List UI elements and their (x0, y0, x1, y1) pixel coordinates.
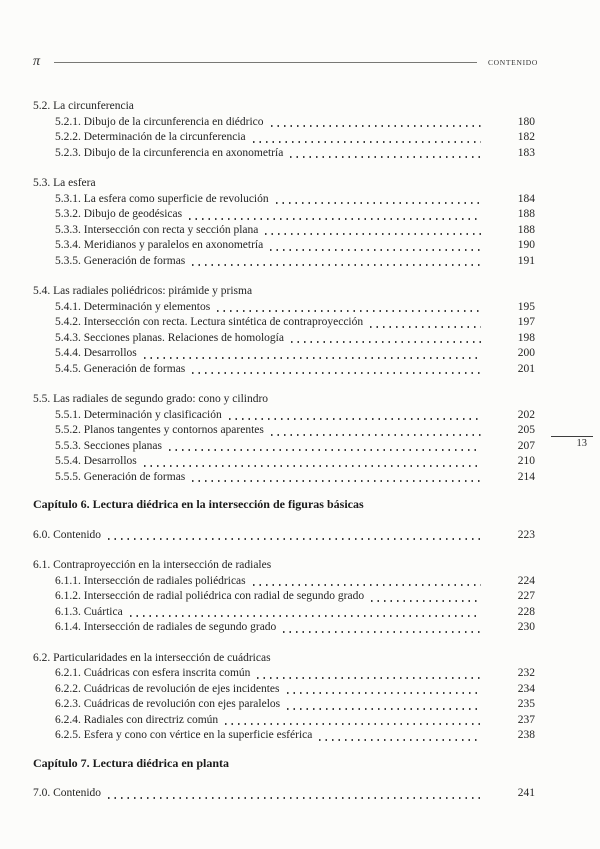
toc-entry-block (33, 786, 535, 802)
toc-entry-label: 5.2.3. Dibujo de la circunferencia en axonometría (55, 146, 284, 159)
toc-entry-page: 182 (517, 131, 535, 143)
toc-entry-page: 195 (517, 300, 535, 313)
toc-entry (33, 331, 535, 347)
toc-entry (33, 470, 535, 486)
section-block (33, 176, 535, 269)
toc-entry (33, 439, 535, 455)
toc-entry-page: 184 (517, 192, 535, 205)
dot-leader (287, 708, 481, 710)
dot-leader (253, 584, 481, 586)
toc-entry (33, 574, 535, 590)
dot-leader (271, 125, 481, 127)
toc-entry-label: 5.3.5. Generación de formas (55, 254, 186, 267)
toc-entry-label: 6.1.1. Intersección de radiales poliédricas (55, 574, 246, 587)
toc-entry-label: 5.4.4. Desarrollos (55, 347, 137, 359)
section-items (33, 408, 535, 486)
toc-entry (33, 605, 535, 621)
toc-entry (33, 682, 535, 698)
toc-entry-page: 238 (517, 729, 535, 741)
dot-leader (108, 797, 481, 799)
dot-leader (225, 723, 481, 725)
section-items (33, 666, 535, 744)
dot-leader (276, 202, 481, 204)
toc-entry (33, 346, 535, 362)
toc-entry-page: 227 (517, 590, 535, 602)
running-header (33, 54, 538, 70)
dot-leader (253, 141, 481, 143)
dot-leader (265, 233, 481, 235)
toc-entry-page: 210 (517, 455, 535, 467)
toc-entry (33, 223, 535, 239)
dot-leader (130, 615, 481, 617)
toc-entry-page: 190 (517, 239, 535, 251)
toc-entry-label: 5.2.2. Determinación de la circunferencia (55, 131, 246, 143)
toc-entry-label: 5.5.3. Secciones planas (55, 439, 162, 452)
toc-entry-label: 6.2.4. Radiales con directriz común (55, 713, 219, 726)
section-heading: 5.5. Las radiales de segundo grado: cono y cilindro (33, 393, 269, 405)
toc-entry-page: 237 (517, 713, 535, 726)
toc-entry (33, 728, 535, 744)
dot-leader (371, 600, 481, 602)
toc-entry-label: 6.2.5. Esfera y cono con vértice en la superficie esférica (55, 729, 313, 741)
chapter-block (33, 497, 535, 513)
chapter-block (33, 756, 535, 772)
toc-entry (33, 408, 535, 424)
toc-entry-page: 188 (517, 208, 535, 220)
toc-entry-page: 234 (517, 682, 535, 695)
toc-entry-label: 5.3.2. Dibujo de geodésicas (55, 208, 183, 220)
toc-entry (33, 315, 535, 331)
dot-leader (144, 465, 481, 467)
toc-entry-label: 5.2.1. Dibujo de la circunferencia en diédrico (55, 115, 264, 128)
toc-entry-label: 6.2.1. Cuádricas con esfera inscrita común (55, 667, 251, 679)
toc-entry (33, 528, 535, 544)
section-items (33, 192, 535, 270)
dot-leader (229, 418, 481, 420)
toc-entry-page: 232 (517, 667, 535, 679)
toc-entry-label: 5.3.1. La esfera como superficie de revolución (55, 192, 269, 205)
dot-leader (144, 357, 481, 359)
section-heading: 6.1. Contraproyección en la intersección de radiales (33, 559, 272, 571)
section-block (33, 284, 535, 377)
toc-entry-label: 5.5.2. Planos tangentes y contornos aparentes (55, 424, 264, 436)
toc-entry-label: 5.4.1. Determinación y elementos (55, 300, 211, 313)
page-number-label: 13 (576, 438, 587, 449)
toc-entry (33, 146, 535, 162)
toc-entry-page: 201 (517, 362, 535, 375)
toc-entry (33, 713, 535, 729)
dot-leader (192, 372, 481, 374)
toc-entry-page: 200 (517, 347, 535, 359)
toc-entry-page: 235 (517, 698, 535, 710)
dot-leader (169, 449, 481, 451)
toc-entry-label: 6.1.2. Intersección de radial poliédrica con radial de segundo grado (55, 590, 365, 602)
section-heading: 5.3. La esfera (33, 177, 96, 189)
toc-entry (33, 254, 535, 270)
toc-entry-label: 5.4.5. Generación de formas (55, 362, 186, 375)
chapter-heading: Capítulo 7. Lectura diédrica en planta (33, 755, 230, 770)
toc-entry-label: 6.1.4. Intersección de radiales de segundo grado (55, 621, 277, 633)
dot-leader (192, 264, 481, 266)
toc-entry (33, 423, 535, 439)
dot-leader (189, 218, 481, 220)
pi-logo: π (33, 54, 41, 69)
dot-leader (319, 739, 481, 741)
toc-entry-page: 205 (517, 424, 535, 436)
section-block (33, 651, 535, 744)
toc-entry-block (33, 528, 535, 544)
toc-entry-label: 6.2.3. Cuádricas de revolución con ejes paralelos (55, 698, 281, 710)
toc-entry-page: 183 (517, 146, 535, 159)
toc-entry-page: 241 (517, 787, 535, 799)
section-items (33, 115, 535, 162)
section-block (33, 99, 535, 161)
dot-leader (370, 326, 481, 328)
toc-entry (33, 207, 535, 223)
dot-leader (271, 434, 481, 436)
dot-leader (290, 156, 481, 158)
toc-entry-label: 5.3.3. Intersección con recta y sección plana (55, 223, 259, 236)
section-heading: 5.2. La circunferencia (33, 100, 134, 112)
dot-leader (257, 677, 481, 679)
dot-leader (291, 341, 481, 343)
toc-entry (33, 589, 535, 605)
table-of-contents (33, 99, 535, 802)
toc-entry-page: 188 (517, 223, 535, 236)
toc-entry (33, 130, 535, 146)
dot-leader (217, 310, 481, 312)
toc-entry-label: 7.0. Contenido (33, 787, 102, 799)
toc-entry-page: 197 (517, 316, 535, 328)
toc-entry (33, 362, 535, 378)
toc-entry-label: 6.0. Contenido (33, 528, 102, 541)
toc-entry-page: 214 (517, 470, 535, 483)
chapter-heading: Capítulo 6. Lectura diédrica en la intersección de figuras básicas (33, 497, 364, 511)
toc-entry-page: 223 (517, 528, 535, 541)
header-rule (54, 62, 477, 63)
toc-entry (33, 620, 535, 636)
toc-entry-page: 180 (517, 115, 535, 128)
section-items (33, 300, 535, 378)
toc-entry-page: 191 (517, 254, 535, 267)
dot-leader (287, 692, 482, 694)
dot-leader (192, 480, 481, 482)
section-block (33, 392, 535, 485)
toc-entry (33, 697, 535, 713)
toc-entry-label: 5.5.5. Generación de formas (55, 470, 186, 483)
toc-entry-label: 6.1.3. Cuártica (55, 605, 123, 618)
toc-entry (33, 666, 535, 682)
toc-entry-page: 228 (517, 605, 535, 618)
section-block (33, 558, 535, 636)
toc-entry (33, 238, 535, 254)
toc-entry-label: 5.4.2. Intersección con recta. Lectura sintética de contraproyección (55, 316, 364, 328)
section-items (33, 574, 535, 636)
toc-entry-page: 202 (517, 408, 535, 421)
toc-entry-label: 5.5.4. Desarrollos (55, 455, 137, 467)
toc-entry-label: 5.3.4. Meridianos y paralelos en axonometría (55, 239, 264, 251)
section-heading: 5.4. Las radiales poliédricos: pirámide y prisma (33, 285, 253, 297)
toc-entry (33, 454, 535, 470)
toc-entry-label: 6.2.2. Cuádricas de revolución de ejes incidentes (55, 682, 280, 695)
running-title: CONTENIDO (487, 57, 538, 67)
dot-leader (283, 631, 481, 633)
toc-entry (33, 786, 535, 802)
dot-leader (108, 538, 481, 540)
toc-entry (33, 192, 535, 208)
section-heading: 6.2. Particularidades en la intersección de cuádricas (33, 651, 271, 664)
toc-entry (33, 115, 535, 131)
toc-entry (33, 300, 535, 316)
dot-leader (270, 249, 481, 251)
toc-entry-label: 5.5.1. Determinación y clasificación (55, 408, 222, 421)
toc-entry-page: 207 (517, 439, 535, 452)
toc-entry-page: 224 (517, 574, 535, 587)
toc-entry-label: 5.4.3. Secciones planas. Relaciones de homología (55, 331, 284, 344)
toc-entry-page: 230 (517, 621, 535, 633)
margin-page-number (551, 436, 593, 449)
toc-entry-page: 198 (517, 331, 535, 344)
